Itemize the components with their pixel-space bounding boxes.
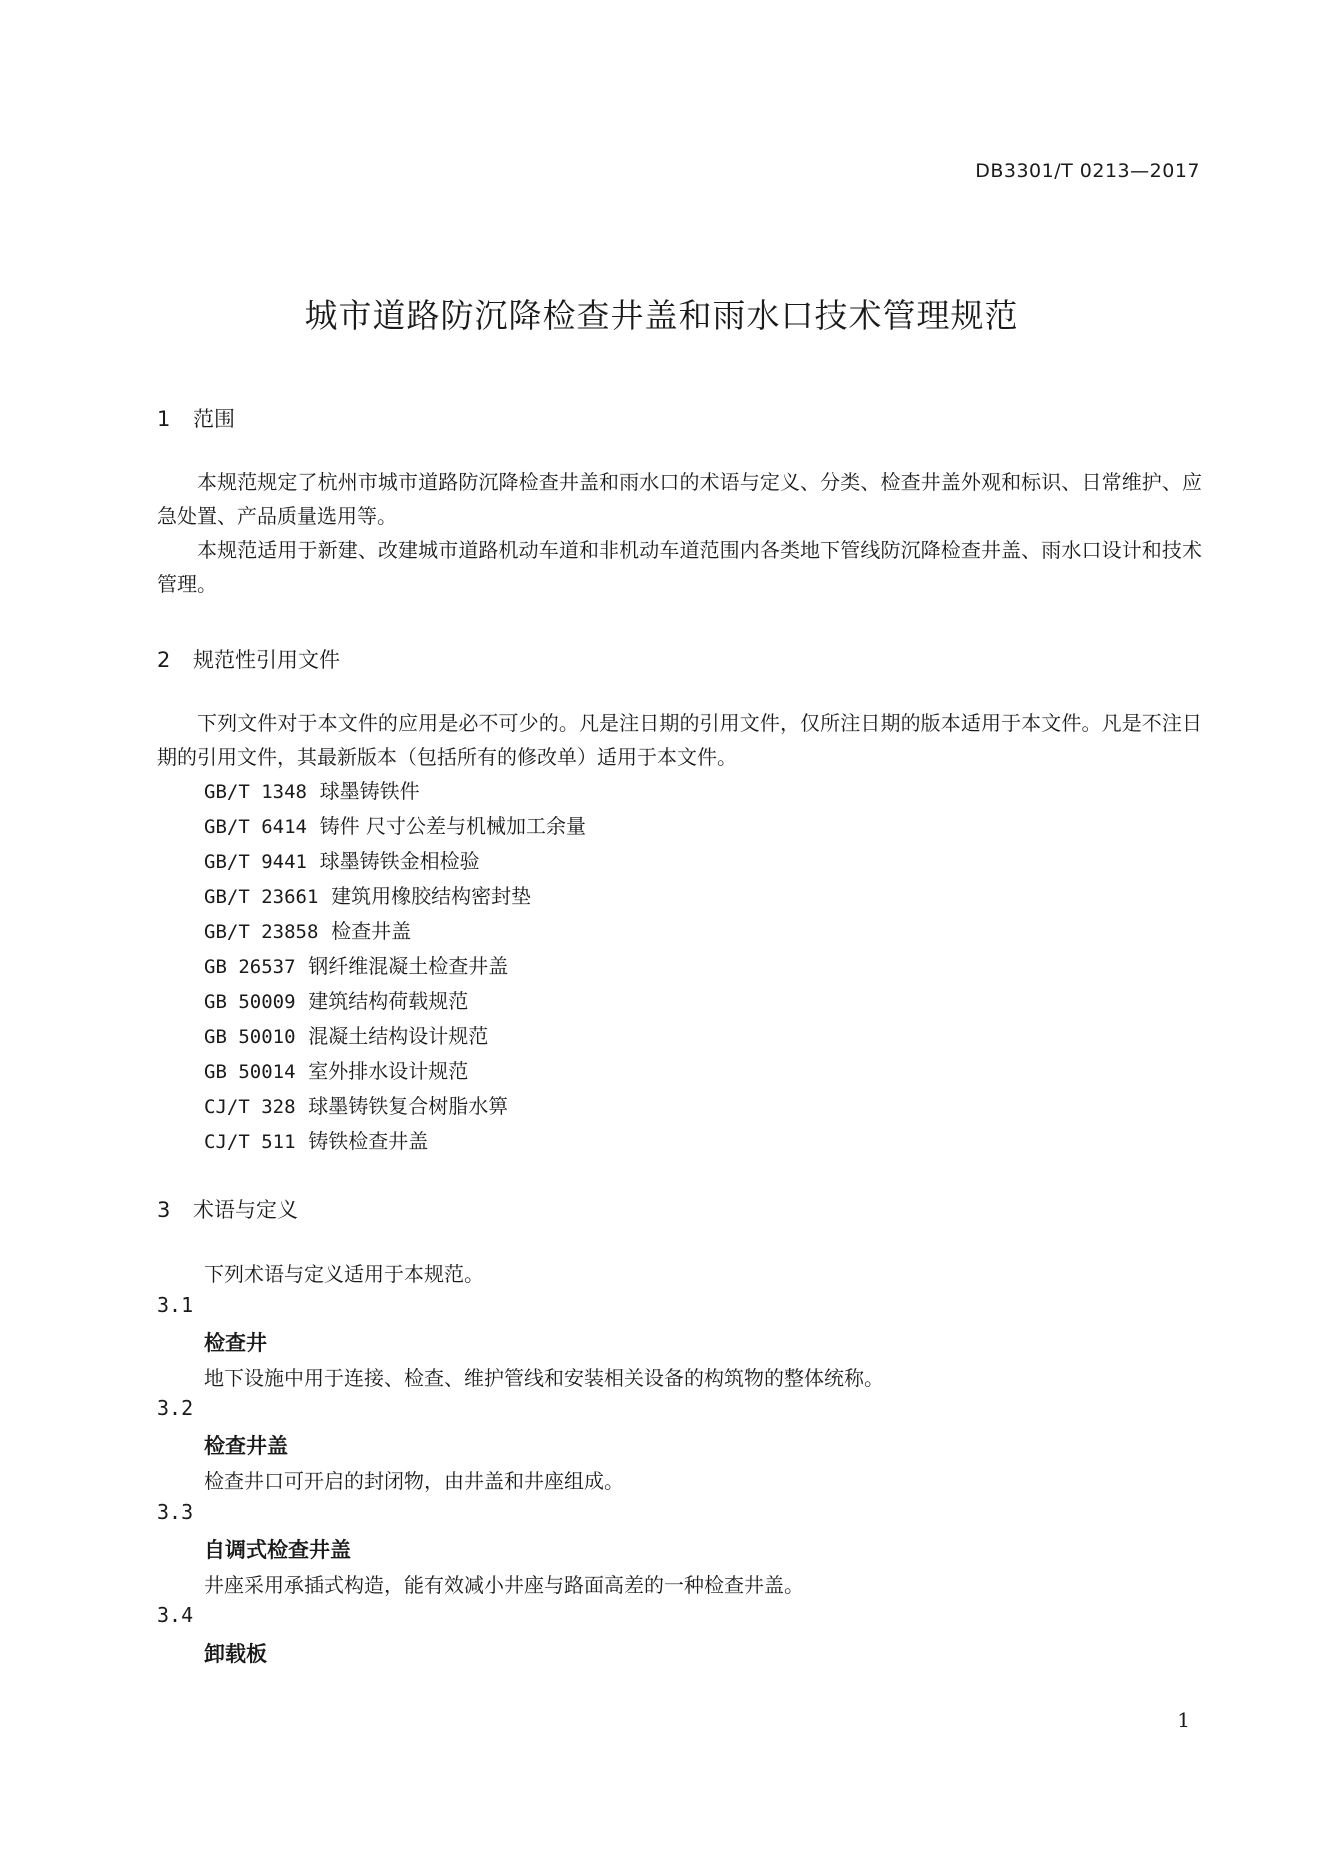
reference-item: [204, 1089, 586, 1124]
reference-code: GB 26537: [204, 956, 296, 978]
reference-name: 检查井盖: [331, 919, 412, 943]
reference-code: CJ/T 328: [204, 1096, 296, 1118]
reference-name: 建筑结构荷载规范: [308, 989, 469, 1013]
section-number: 3: [157, 1198, 171, 1222]
term-definition: 检查井口可开启的封闭物，由井盖和井座组成。: [204, 1469, 624, 1493]
reference-name: 建筑用橡胶结构密封垫: [331, 884, 532, 908]
reference-name: 铸件 尺寸公差与机械加工余量: [319, 814, 587, 838]
reference-item: [204, 774, 586, 809]
term-name: 检查井: [204, 1331, 267, 1355]
term-definition: 井座采用承插式构造，能有效减小井座与路面高差的一种检查井盖。: [204, 1573, 804, 1597]
reference-name: 铸铁检查井盖: [308, 1129, 429, 1153]
reference-code: GB/T 1348: [204, 781, 307, 803]
reference-name: 球墨铸铁件: [319, 779, 420, 803]
section-1-body: [157, 465, 1202, 601]
reference-code: GB 50009: [204, 991, 296, 1013]
section-number: 2: [157, 648, 171, 672]
reference-item: [204, 949, 586, 984]
paragraph: 下列文件对于本文件的应用是必不可少的。凡是注日期的引用文件，仅所注日期的版本适用于本文件。凡是不注日期的引用文件，其最新版本（包括所有的修改单）适用于本文件。: [157, 711, 1202, 769]
term-name: 自调式检查井盖: [204, 1538, 351, 1562]
section-2-intro: [157, 706, 1202, 774]
term-number: 3.4: [157, 1603, 194, 1627]
term-name: 卸载板: [204, 1642, 267, 1666]
reference-name: 混凝土结构设计规范: [308, 1024, 489, 1048]
section-3-heading: [157, 1194, 298, 1224]
reference-code: GB/T 6414: [204, 816, 307, 838]
reference-item: [204, 1054, 586, 1089]
reference-item: [204, 879, 586, 914]
reference-name: 球墨铸铁金相检验: [319, 849, 480, 873]
reference-code: GB/T 23661: [204, 886, 319, 908]
reference-item: [204, 1019, 586, 1054]
reference-item: [204, 984, 586, 1019]
reference-name: 球墨铸铁复合树脂水箅: [308, 1094, 509, 1118]
page-number: 1: [1177, 1708, 1190, 1732]
reference-code: GB/T 23858: [204, 921, 319, 943]
reference-item: [204, 809, 586, 844]
term-number: 3.3: [157, 1500, 194, 1524]
section-title: 术语与定义: [193, 1198, 298, 1222]
term-number: 3.2: [157, 1396, 194, 1420]
document-number: DB3301/T 0213—2017: [975, 160, 1200, 182]
section-3-intro: 下列术语与定义适用于本规范。: [204, 1262, 484, 1286]
reference-item: [204, 844, 586, 879]
reference-item: [204, 1124, 586, 1159]
reference-list: [204, 774, 586, 1159]
section-title: 范围: [193, 407, 235, 431]
term-number: 3.1: [157, 1293, 194, 1317]
section-1-heading: [157, 403, 235, 433]
document-title: 城市道路防沉降检查井盖和雨水口技术管理规范: [304, 296, 1019, 335]
reference-code: GB/T 9441: [204, 851, 307, 873]
reference-code: CJ/T 511: [204, 1131, 296, 1153]
reference-name: 室外排水设计规范: [308, 1059, 469, 1083]
reference-code: GB 50014: [204, 1061, 296, 1083]
term-name: 检查井盖: [204, 1434, 288, 1458]
term-definition: 地下设施中用于连接、检查、维护管线和安装相关设备的构筑物的整体统称。: [204, 1366, 884, 1390]
section-number: 1: [157, 407, 171, 431]
paragraph: 本规范适用于新建、改建城市道路机动车道和非机动车道范围内各类地下管线防沉降检查井盖、雨水口设计和技术管理。: [157, 538, 1202, 596]
paragraph: 本规范规定了杭州市城市道路防沉降检查井盖和雨水口的术语与定义、分类、检查井盖外观和标识、日常维护、应急处置、产品质量选用等。: [157, 470, 1202, 528]
reference-name: 钢纤维混凝土检查井盖: [308, 954, 509, 978]
reference-item: [204, 914, 586, 949]
section-2-heading: [157, 644, 340, 674]
section-title: 规范性引用文件: [193, 648, 340, 672]
reference-code: GB 50010: [204, 1026, 296, 1048]
